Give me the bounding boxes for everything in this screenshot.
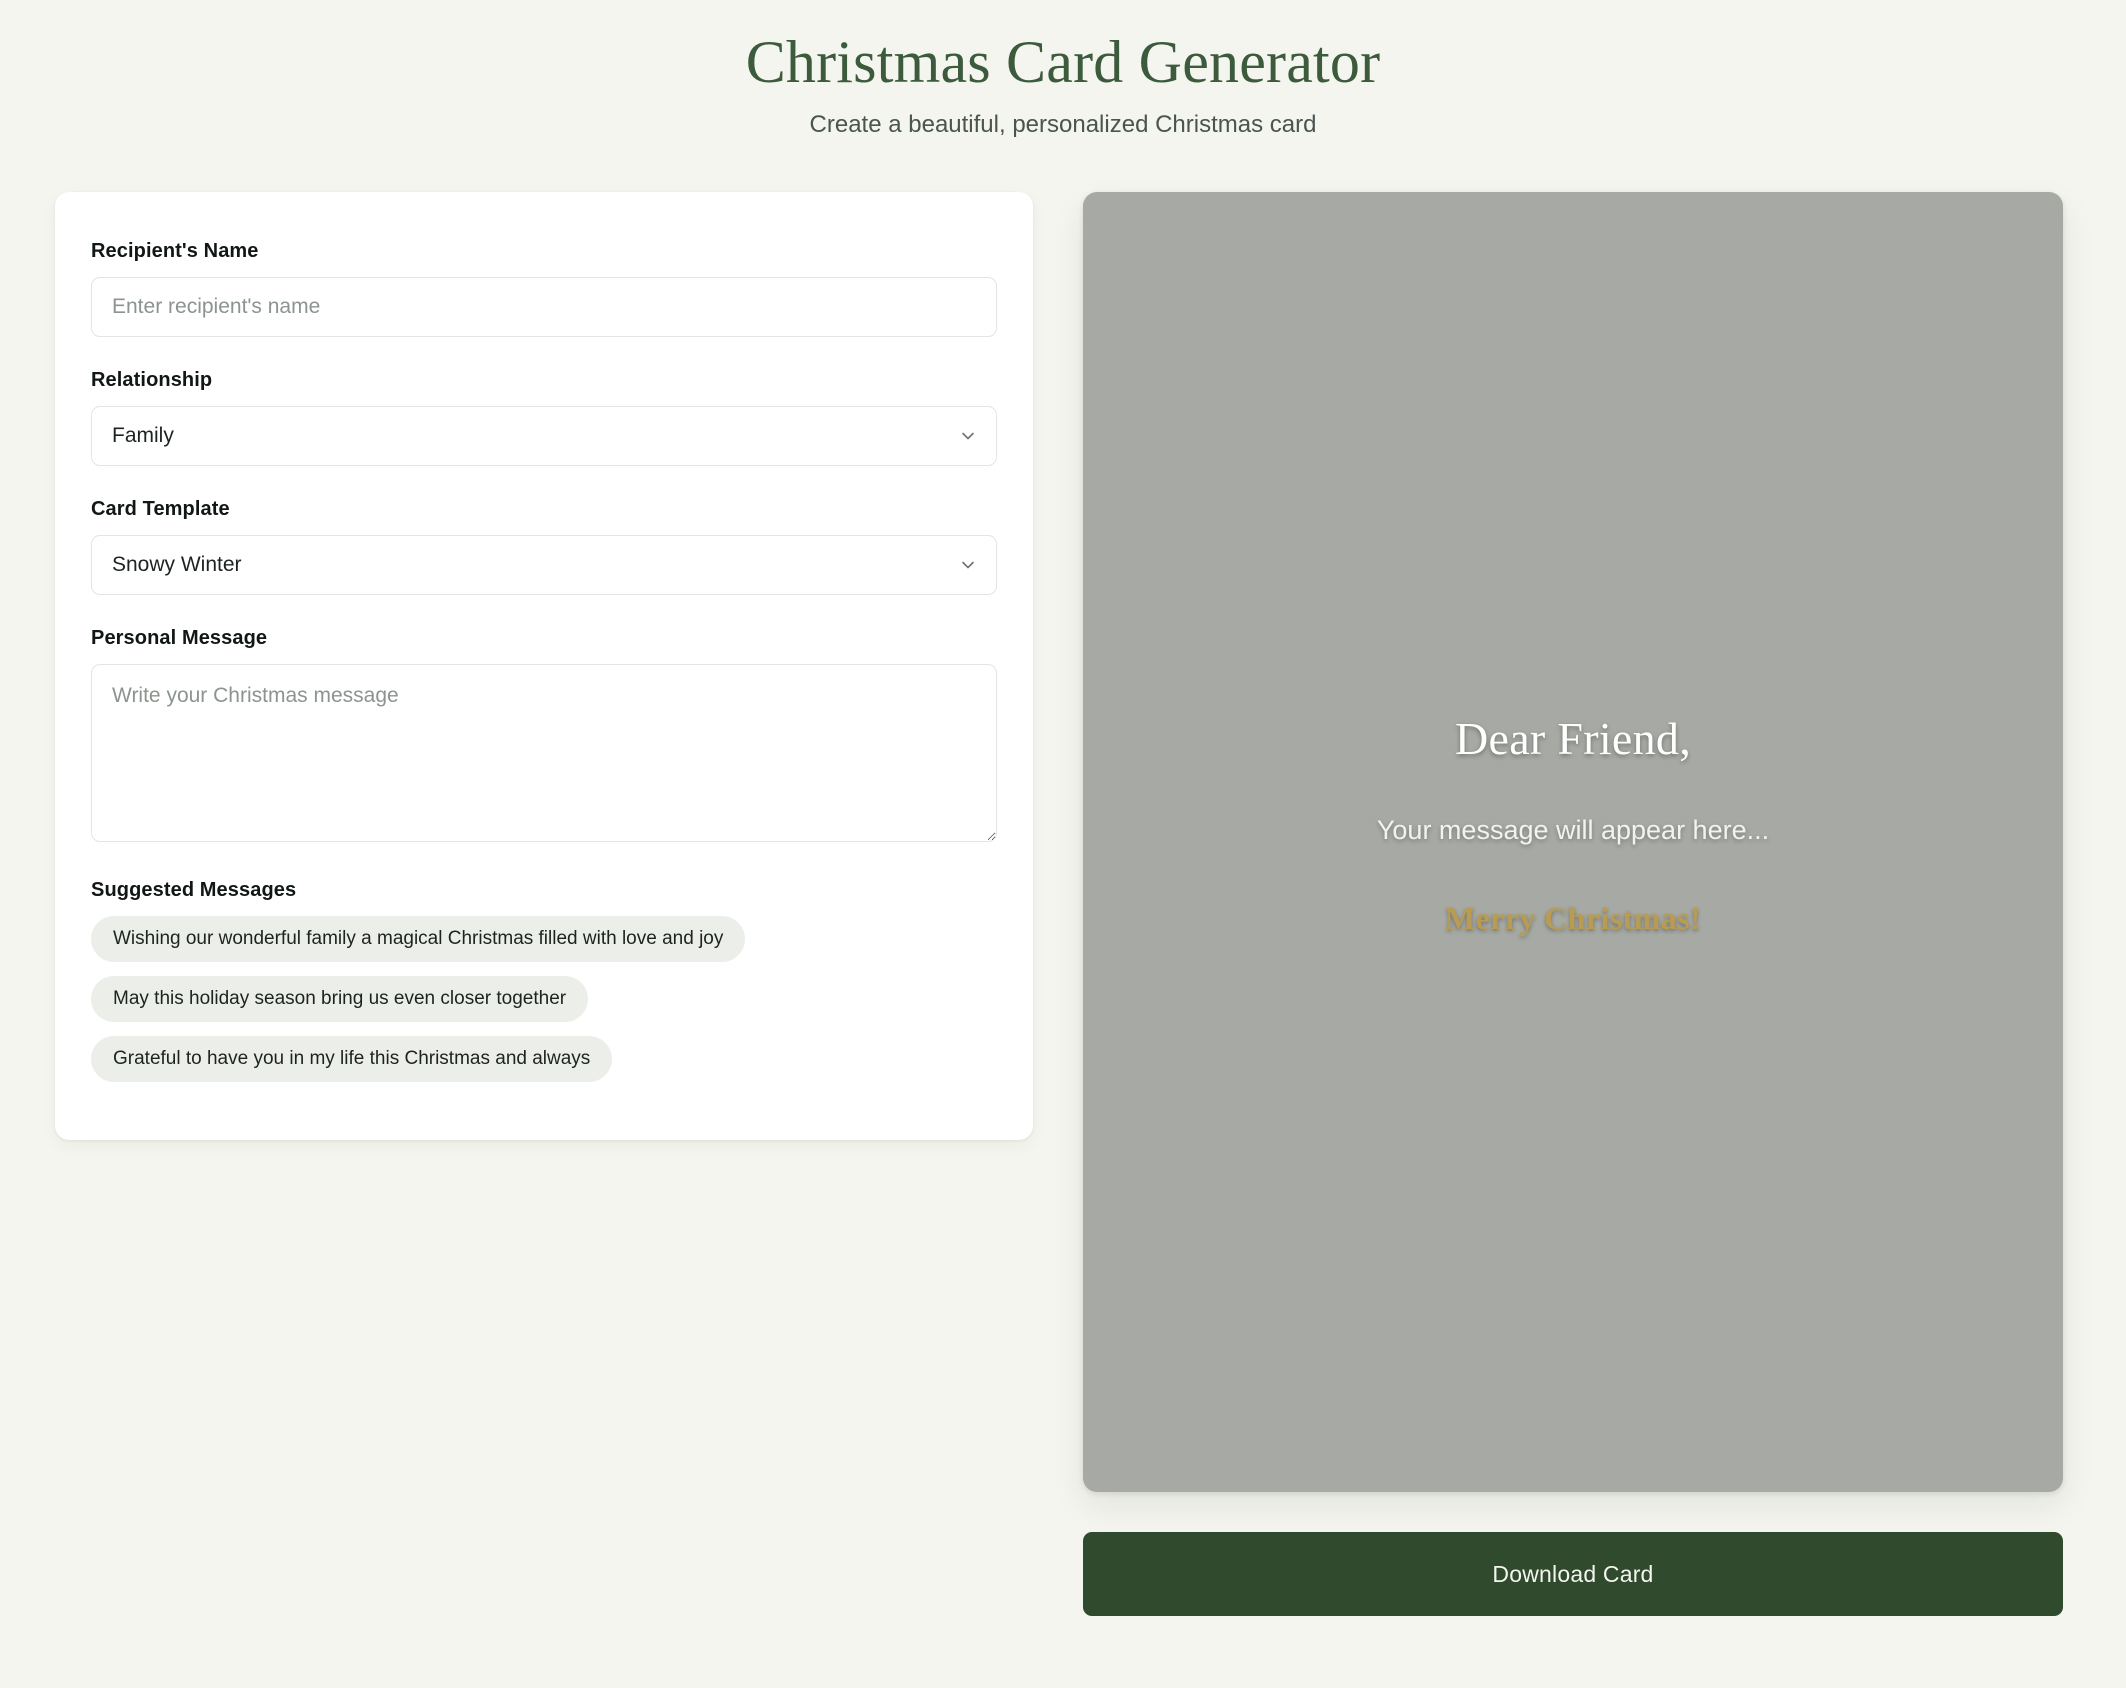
page-subtitle: Create a beautiful, personalized Christmas card — [809, 111, 1317, 138]
card-template-select[interactable]: Snowy Winter — [91, 535, 997, 595]
main-content — [0, 192, 2126, 1616]
page-title: Christmas Card Generator — [745, 29, 1381, 95]
recipient-name-label: Recipient's Name — [91, 240, 259, 262]
list-item — [91, 976, 997, 1036]
relationship-select[interactable]: Family — [91, 406, 997, 466]
card-message-text: Your message will appear here... — [1376, 815, 1770, 845]
suggested-message-chip[interactable]: Grateful to have you in my life this Christmas and always — [91, 1036, 612, 1082]
relationship-label: Relationship — [91, 369, 213, 391]
personal-message-textarea[interactable] — [91, 664, 997, 842]
page-header — [0, 0, 2126, 139]
card-form-panel — [55, 192, 1033, 1140]
suggested-messages-list — [91, 916, 997, 1096]
list-item — [91, 916, 997, 976]
relationship-select-wrap — [91, 406, 997, 466]
card-greeting-text: Dear Friend, — [1454, 713, 1692, 764]
field-personal-message — [91, 627, 997, 847]
suggested-message-chip[interactable]: May this holiday season bring us even closer together — [91, 976, 588, 1022]
list-item — [91, 1036, 997, 1096]
field-relationship — [91, 369, 997, 466]
download-card-button[interactable]: Download Card — [1083, 1532, 2063, 1616]
card-signoff-text: Merry Christmas! — [1444, 900, 1702, 936]
field-suggested-messages — [91, 879, 997, 1096]
field-card-template — [91, 498, 997, 595]
personal-message-label: Personal Message — [91, 627, 268, 649]
field-recipient-name — [91, 240, 997, 337]
preview-column — [1083, 192, 2063, 1616]
suggested-messages-label: Suggested Messages — [91, 879, 297, 901]
form-column — [55, 192, 1033, 1616]
card-preview — [1083, 192, 2063, 1492]
suggested-message-chip[interactable]: Wishing our wonderful family a magical Christmas filled with love and joy — [91, 916, 745, 962]
card-template-select-wrap — [91, 535, 997, 595]
card-template-label: Card Template — [91, 498, 230, 520]
recipient-name-input[interactable] — [91, 277, 997, 337]
